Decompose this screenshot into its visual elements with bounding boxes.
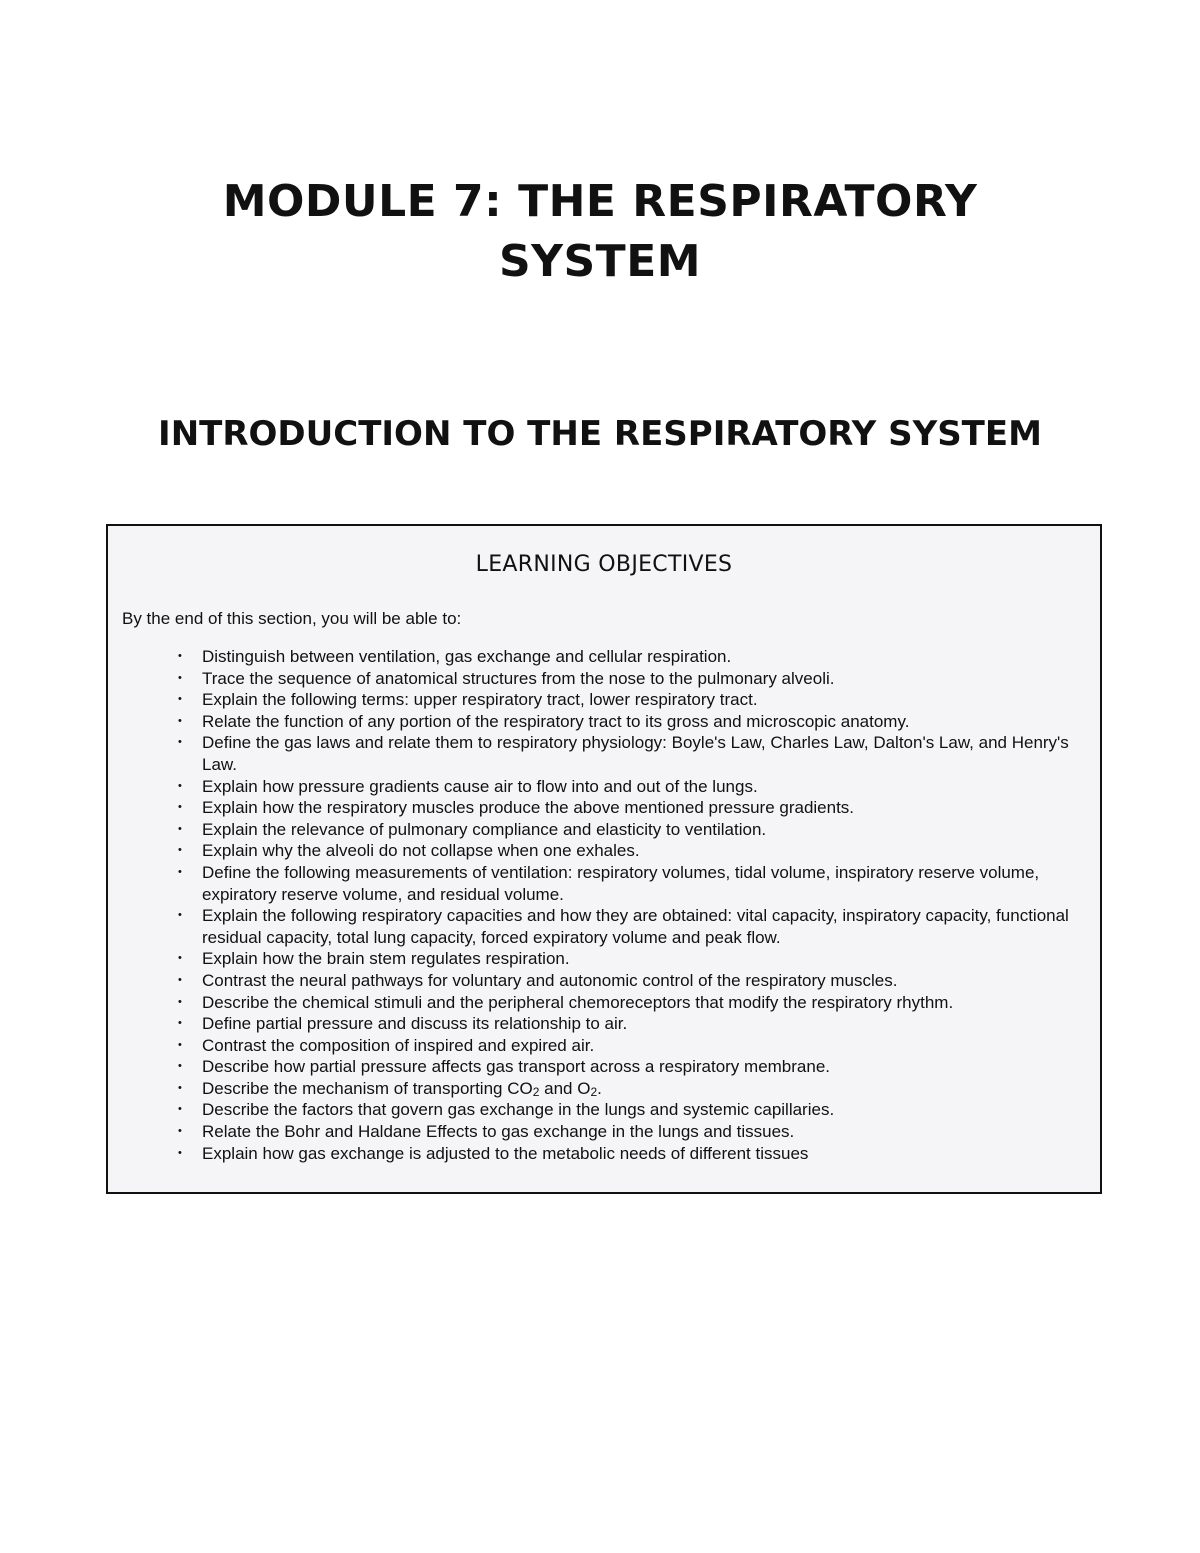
objective-item: • Explain the relevance of pulmonary compliance and elasticity to ventilation. [178,819,767,839]
bullet-icon: • [178,1146,182,1159]
learning-objectives-intro: By the end of this section, you will be able to: [122,609,462,628]
objective-item: • Distinguish between ventilation, gas exchange and cellular respiration. [178,647,732,666]
objective-item: • Define partial pressure and discuss its relationship to air. [178,1014,628,1034]
objective-item-gas-transport: • Describe the mechanism of transporting $CO_2$ and $O_2$. [178,1078,602,1099]
bullet-icon: • [178,995,182,1008]
objective-item: • Describe the chemical stimuli and the peripheral chemoreceptors that modify the respiratory rhythm. [178,992,954,1012]
learning-objectives-box [106,524,1102,1194]
bullet-icon: • [178,671,182,684]
objective-item: • Explain how the brain stem regulates respiration. [178,949,570,969]
objective-item: • Describe how partial pressure affects gas transport across a respiratory membrane. [178,1057,831,1077]
objective-item: • Trace the sequence of anatomical structures from the nose to the pulmonary alveoli. [178,668,835,688]
bullet-icon: • [178,736,182,749]
objective-item: • Explain the following respiratory capacities and how they are obtained: vital capacity, inspiratory capacity, functional residual capacity, total lung capacity, forced expiratory volume and peak flow. [178,906,1069,947]
bullet-icon: • [178,714,182,727]
objective-item: • Explain how pressure gradients cause air to flow into and out of the lungs. [178,776,758,796]
objective-item: • Describe the factors that govern gas exchange in the lungs and systemic capillaries. [178,1100,835,1120]
module-title [0,172,1200,292]
objective-item: • Define the following measurements of ventilation: respiratory volumes, tidal volume, inspiratory reserve volume, expiratory reserve volume, and residual volume. [178,862,1040,904]
bullet-icon: • [178,779,182,792]
objective-item: • Relate the Bohr and Haldane Effects to gas exchange in the lungs and tissues. [178,1122,795,1142]
section-title: INTRODUCTION TO THE RESPIRATORY SYSTEM [158,414,1042,454]
bullet-icon: • [178,801,182,814]
bullet-icon: • [178,1060,182,1073]
objective-item: • Define the gas laws and relate them to respiratory physiology: Boyle's Law, Charles Law, Dalton's Law, and Henry's Law. [178,733,1069,774]
objective-item: • Contrast the composition of inspired and expired air. [178,1035,595,1055]
bullet-icon: • [178,865,182,878]
module-title-line-1: MODULE 7: THE RESPIRATORY [222,176,978,227]
learning-objectives-heading: LEARNING OBJECTIVES [475,552,733,577]
bullet-icon: • [178,650,182,662]
bullet-icon: • [178,909,182,922]
objective-item: • Relate the function of any portion of the respiratory tract to its gross and microscopic anatomy. [178,711,910,731]
bullet-icon: • [178,1017,182,1030]
bullet-icon: • [178,822,182,835]
learning-objectives-list [172,646,1072,1164]
bullet-icon: • [178,1081,182,1094]
objective-item: • Explain why the alveoli do not collapse when one exhales. [178,841,640,861]
objective-item: • Explain how gas exchange is adjusted to the metabolic needs of different tissues [178,1143,809,1163]
bullet-icon: • [178,844,182,857]
module-title-line-2: SYSTEM [498,236,702,287]
bullet-icon: • [178,693,182,706]
bullet-icon: • [178,973,182,986]
objective-item: • Contrast the neural pathways for voluntary and autonomic control of the respiratory muscles. [178,970,898,990]
bullet-icon: • [178,1038,182,1051]
bullet-icon: • [178,1103,182,1116]
bullet-icon: • [178,952,182,965]
objective-item: • Explain how the respiratory muscles produce the above mentioned pressure gradients. [178,798,855,818]
objective-item: • Explain the following terms: upper respiratory tract, lower respiratory tract. [178,690,758,710]
bullet-icon: • [178,1125,182,1138]
